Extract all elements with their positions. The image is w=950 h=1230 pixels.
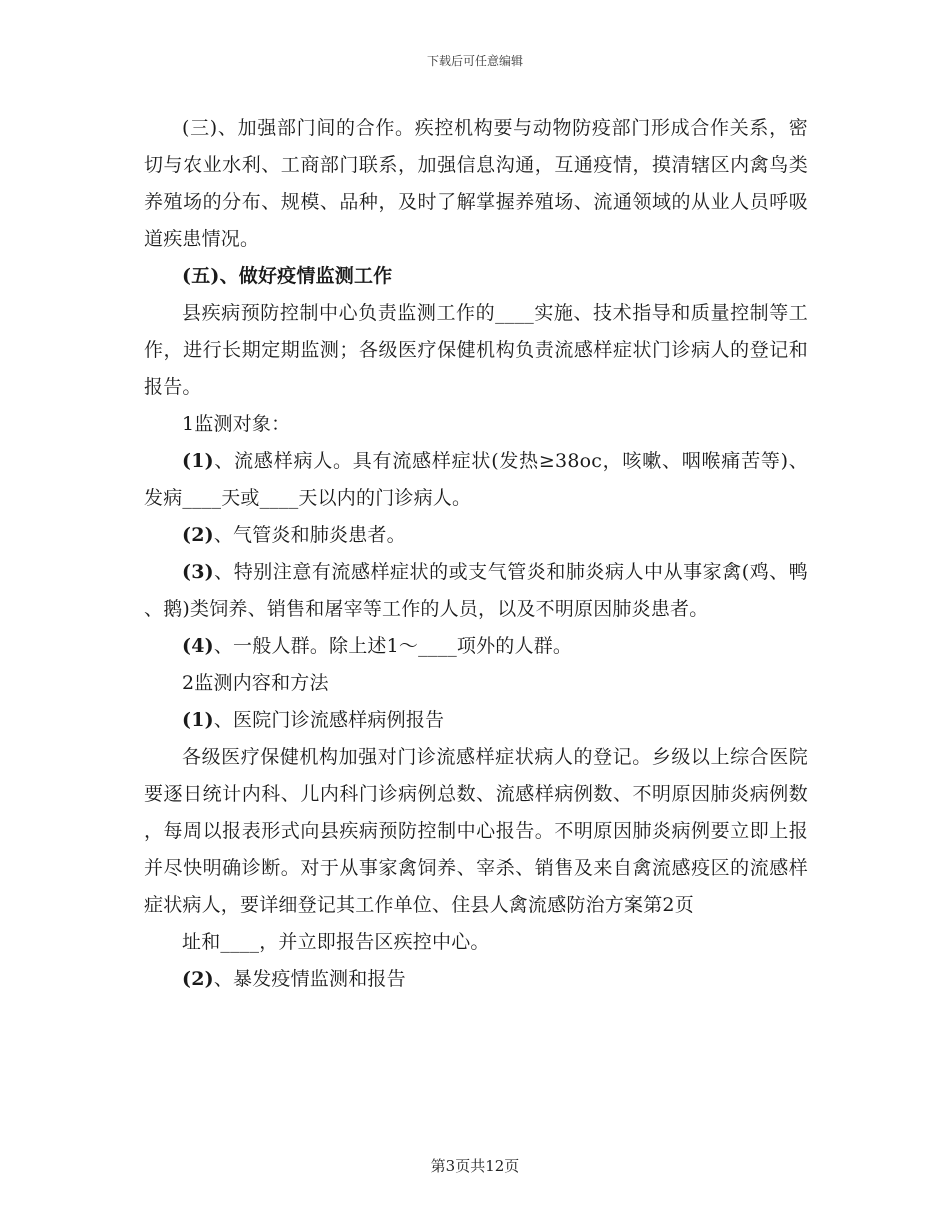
paragraph-text: (五)、做好疫情监测工作 (182, 265, 393, 287)
list-item-1 (144, 443, 808, 517)
paragraph-text: 、暴发疫情监测和报告 (213, 968, 406, 990)
paragraph-cooperation (144, 110, 808, 258)
paragraph-text: 、特别注意有流感样症状的或支气管炎和肺炎病人中从事家禽(鸡、鸭、鹅)类饲养、销售和屠宰等工作的人员，以及不明原因肺炎患者。 (144, 561, 808, 620)
paragraph-address-report (144, 924, 808, 961)
paragraph-text: 各级医疗保健机构加强对门诊流感样症状病人的登记。乡级以上综合医院要逐日统计内科、儿内科门诊病例总数、流感样病例数、不明原因肺炎病例数，每周以报表形式向县疾病预防控制中心报告。不明原因肺炎病例要立即上报并尽快明确诊断。对于从事家禽饲养、宰杀、销售及来自禽流感疫区的流感样症状病人，要详细登记其工作单位、住县人禽流感防治方案第2页 (144, 746, 808, 916)
paragraph-hospital-reporting (144, 739, 808, 924)
list-item-label: (2) (182, 524, 214, 546)
list-item-method-2 (144, 961, 808, 998)
list-item-label: (2) (182, 968, 214, 990)
page-header: 下载后可任意编辑 (426, 54, 523, 68)
section-heading-monitoring (144, 258, 808, 295)
list-item-label: (1) (182, 450, 214, 472)
paragraph-text: 、一般人群。除上述1～____项外的人群。 (213, 635, 573, 657)
paragraph-text: 2监测内容和方法 (182, 672, 329, 694)
subheading-monitoring-targets (144, 406, 808, 443)
subheading-monitoring-methods (144, 665, 808, 702)
paragraph-text: (三)、加强部门间的合作。疾控机构要与动物防疫部门形成合作关系，密切与农业水利、工商部门联系，加强信息沟通，互通疫情，摸清辖区内禽鸟类养殖场的分布、规模、品种，及时了解掌握养殖场、流通领域的从业人员呼吸道疾患情况。 (144, 117, 808, 250)
list-item-label: (4) (182, 635, 214, 657)
list-item-label: (1) (182, 709, 214, 731)
paragraph-text: 址和____，并立即报告区疾控中心。 (182, 931, 490, 953)
paragraph-text: 县疾病预防控制中心负责监测工作的____实施、技术指导和质量控制等工作，进行长期定期监测；各级医疗保健机构负责流感样症状门诊病人的登记和报告。 (144, 302, 808, 398)
paragraph-text: 、医院门诊流感样病例报告 (213, 709, 445, 731)
list-item-label: (3) (182, 561, 214, 583)
list-item-4 (144, 628, 808, 665)
page-footer: 第3页共12页 (430, 1157, 520, 1175)
document-body (144, 110, 808, 998)
list-item-2 (144, 517, 808, 554)
paragraph-text: 、流感样病人。具有流感样症状(发热≥38oc，咳嗽、咽喉痛苦等)、发病____天或____天以内的门诊病人。 (144, 450, 808, 509)
paragraph-cdc-responsibility (144, 295, 808, 406)
list-item-3 (144, 554, 808, 628)
paragraph-text: 1监测对象： (182, 413, 291, 435)
list-item-method-1 (144, 702, 808, 739)
paragraph-text: 、气管炎和肺炎患者。 (213, 524, 406, 546)
